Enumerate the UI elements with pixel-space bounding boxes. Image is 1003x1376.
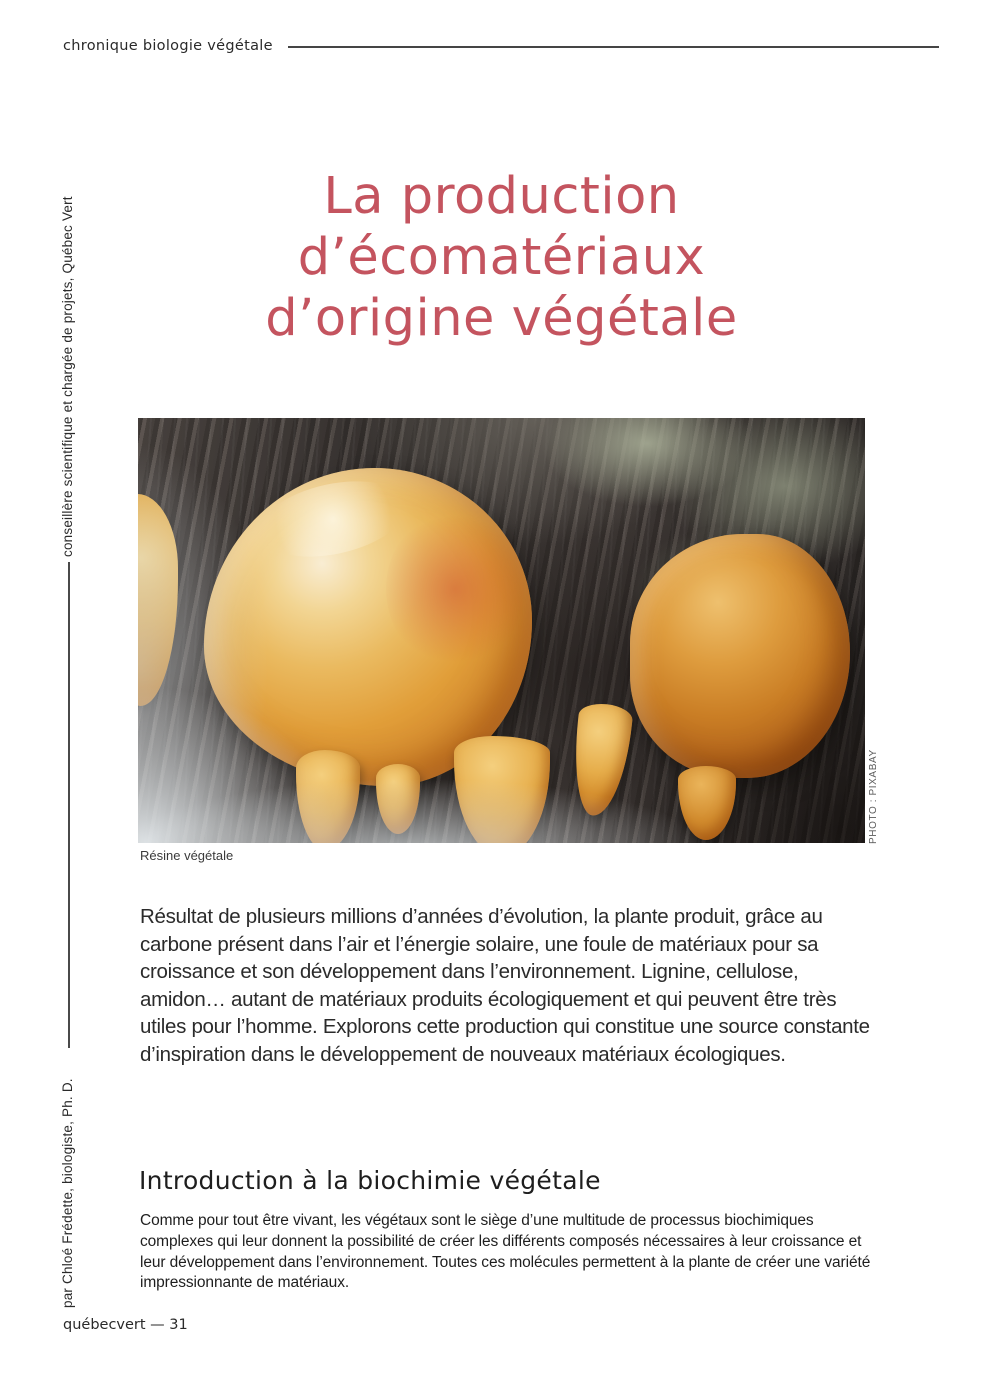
article-title-line-1: La production [323, 167, 680, 226]
sidebar-role-credit: conseillère scientifique et chargée de projets, Québec Vert [60, 196, 75, 557]
section-body-paragraph: Comme pour tout être vivant, les végétaux sont le siège d’une multitude de processus biochimiques complexes qui leur donnent la possibilité de créer les différents composés nécessaires à leur croissance et leur développement dans l’environnement. Toutes ces molécules permettent à la plante de créer une variété impressionnante de matériaux. [140, 1212, 871, 1292]
resin-blob-right [630, 534, 850, 778]
article-title-line-2: d’écomatériaux [297, 228, 706, 287]
photo-credit: PHOTO : PIXABAY [868, 749, 879, 844]
section-heading: Introduction à la biochimie végétale [139, 1166, 601, 1195]
page-footer: québecvert — 31 [63, 1317, 188, 1333]
sidebar-author-credit: par Chloé Frédette, biologiste, Ph. D. [60, 1078, 75, 1308]
resin-drip [454, 736, 550, 843]
photo-caption: Résine végétale [140, 848, 234, 863]
header-rule [288, 46, 939, 48]
article-title [138, 166, 865, 349]
lead-paragraph: Résultat de plusieurs millions d’années d’évolution, la plante produit, grâce au carbone présent dans l’air et l’énergie solaire, une foule de matériaux pour sa croissance et son développement dans l’environnement. Lignine, cellulose, amidon… autant de matériaux produits écologiquement et qui peuvent être très utiles pour l’homme. Explorons cette production qui constitue une source constante d’inspiration dans le développement de nouveaux matériaux écologiques. [140, 905, 870, 1066]
article-title-line-3: d’origine végétale [265, 289, 738, 348]
sidebar-rule [68, 562, 70, 1048]
resin-red-tint [386, 510, 524, 668]
resin-photo [138, 418, 865, 843]
section-kicker: chronique biologie végétale [63, 38, 273, 54]
